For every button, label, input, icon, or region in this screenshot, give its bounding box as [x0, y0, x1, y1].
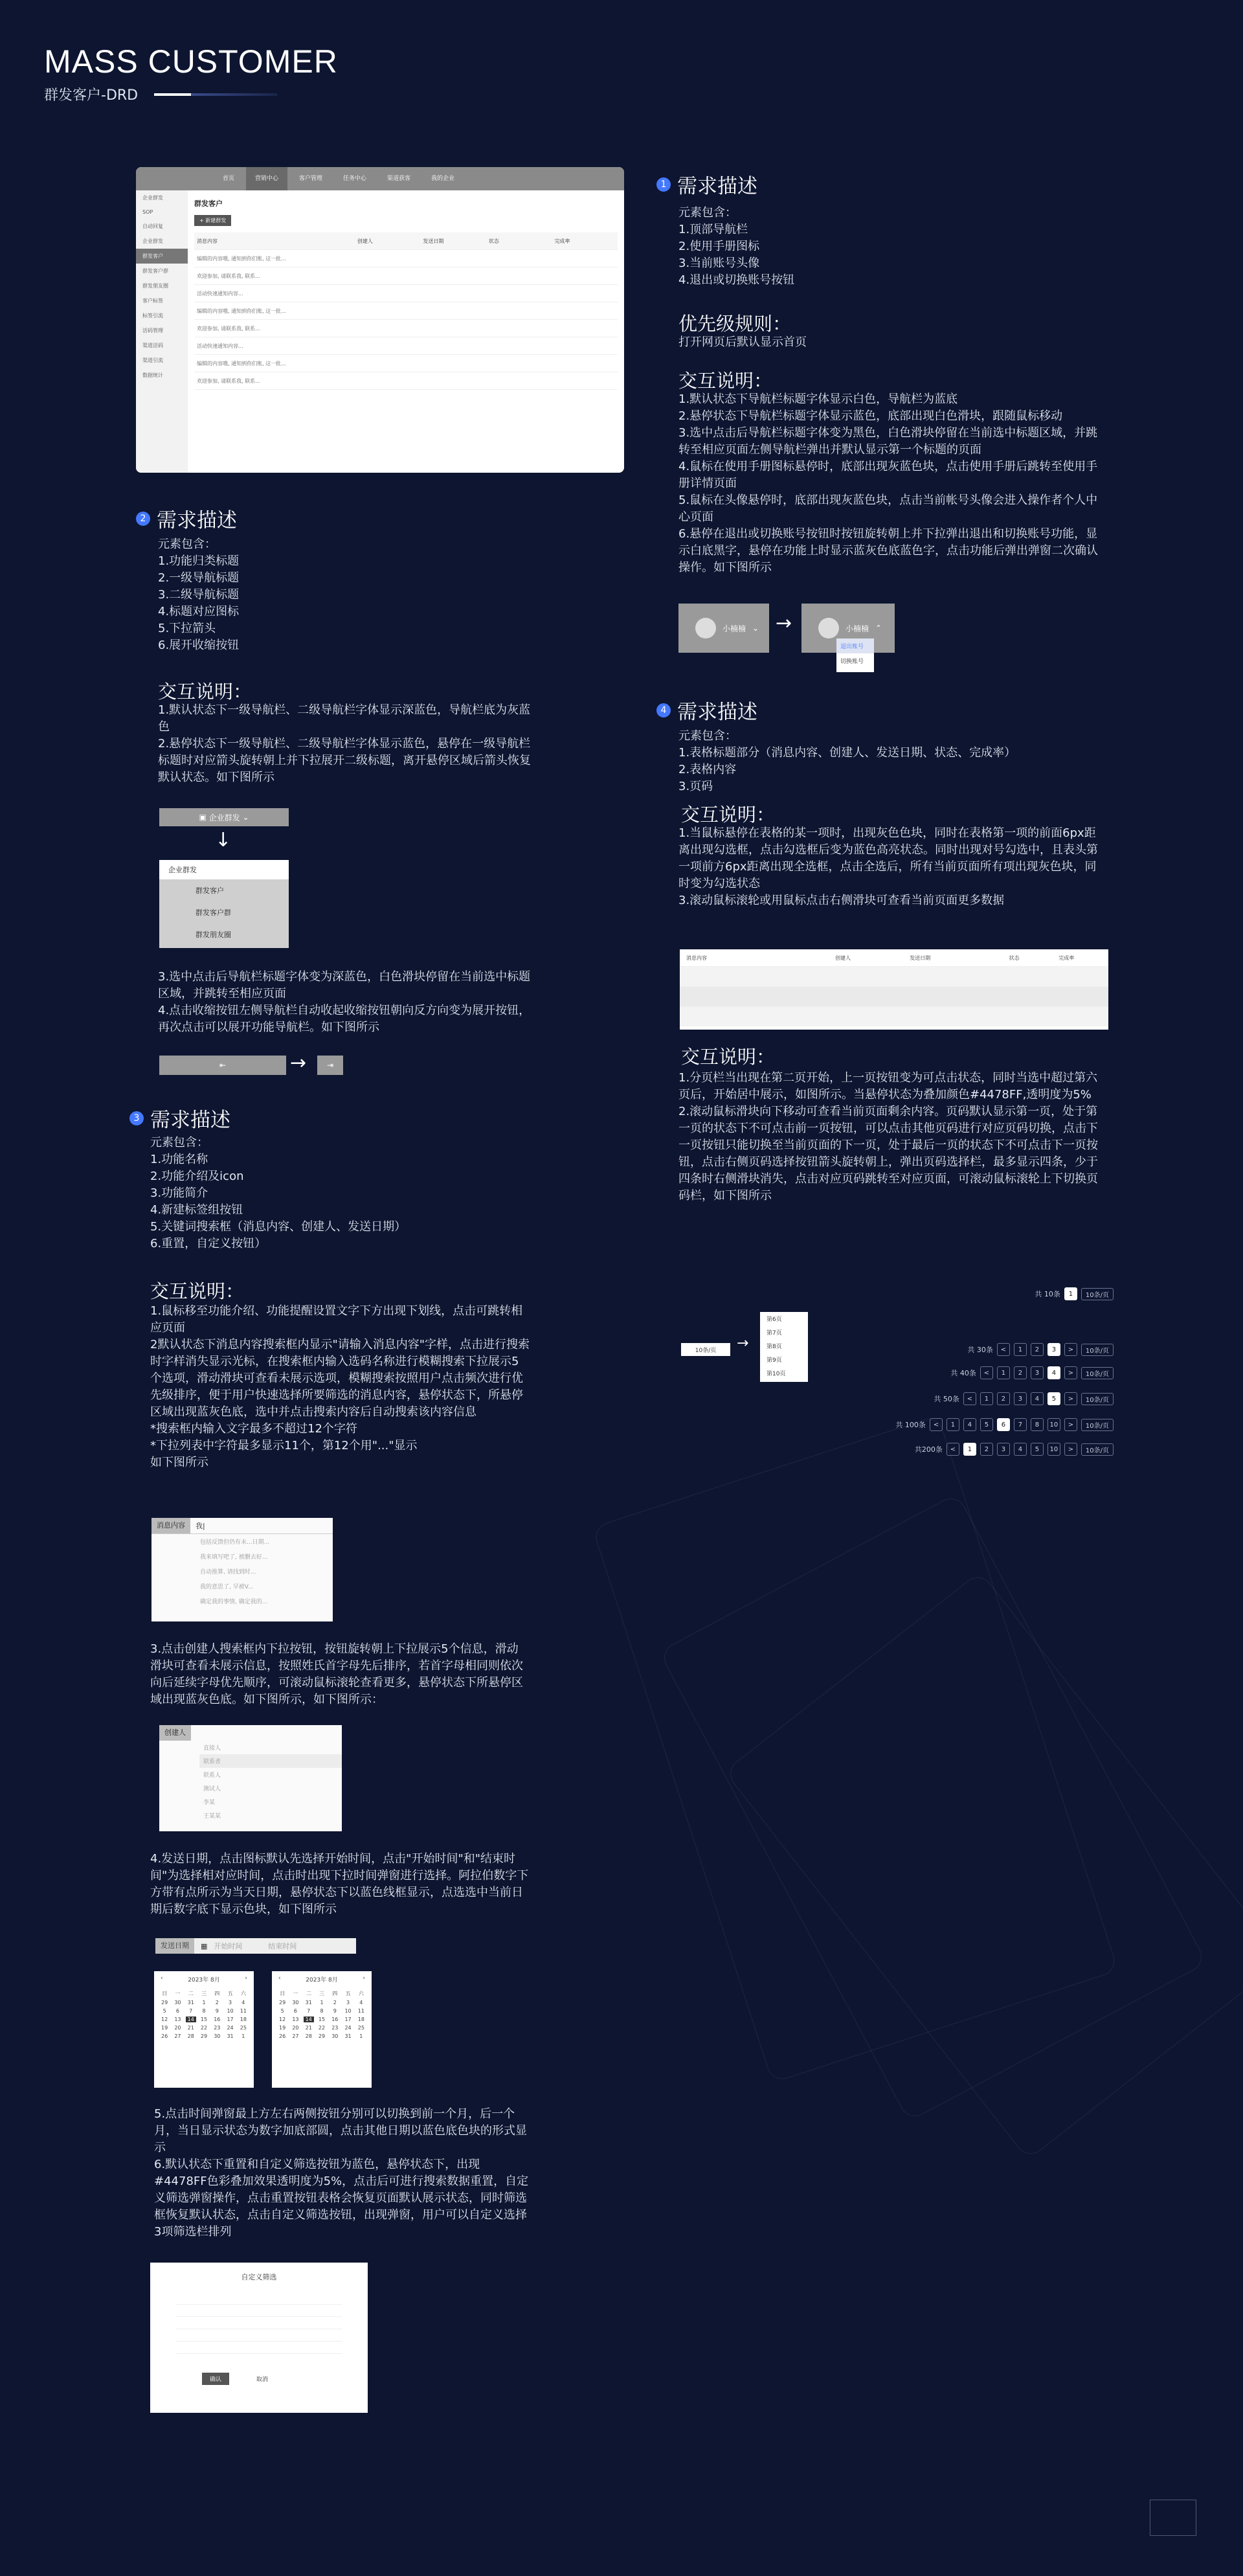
- table-row[interactable]: [680, 1006, 1108, 1026]
- weekday-label: 四: [332, 1991, 338, 1996]
- sidebar-item[interactable]: 自动回复: [142, 223, 163, 229]
- page-number[interactable]: 10: [1047, 1418, 1060, 1431]
- sec2-interact-more: 3.选中点击后导航栏标题字体变为深蓝色，白色滑块停留在当前选中标题区域，并跳转至相应页面 4.点击收缩按钮左侧导航栏自动收起收缩按钮朝向反方向变为展开按钮，再次点击可以展开功能导航栏。如下图所示: [158, 970, 531, 1034]
- next-page-button[interactable]: >: [1064, 1366, 1077, 1379]
- page-number[interactable]: 4: [963, 1418, 976, 1431]
- calendar-day[interactable]: 3: [346, 2000, 350, 2005]
- sec2-interact-title: 交互说明：: [158, 681, 252, 703]
- menu-title[interactable]: 企业群发: [159, 860, 289, 879]
- search-input[interactable]: 我|: [196, 1522, 205, 1530]
- prev-month-icon[interactable]: ‹: [161, 1975, 163, 1982]
- arrow-right-icon: →: [737, 1335, 749, 1351]
- creator-item[interactable]: 王某某: [203, 1813, 221, 1820]
- table-row[interactable]: 活动快速通知内容...: [194, 337, 618, 355]
- table-header: 消息内容 创建人 发送日期 状态 完成率: [686, 955, 1075, 961]
- sidebar-item[interactable]: 群发朋友圈: [142, 283, 168, 289]
- calendar-day[interactable]: 14: [304, 2017, 314, 2022]
- weekday-label: 六: [240, 1991, 246, 1996]
- account-hover[interactable]: 小楠楠 ⌃: [801, 604, 895, 653]
- section-number: 2: [136, 512, 150, 526]
- calendar-day[interactable]: 10: [344, 2008, 352, 2014]
- sec3-interact-title: 交互说明：: [150, 1280, 245, 1302]
- calendar-popup: [154, 1971, 254, 2088]
- calendar-day[interactable]: 29: [161, 2000, 168, 2005]
- pager: [895, 1418, 1114, 1431]
- pager-total: 共 40条: [950, 1369, 976, 1377]
- page-number[interactable]: 2: [1014, 1366, 1027, 1379]
- page-number[interactable]: 1: [1064, 1287, 1077, 1300]
- calendar-day[interactable]: 10: [227, 2008, 234, 2014]
- collapse-bar[interactable]: [159, 1056, 286, 1075]
- weekday-label: 四: [214, 1991, 220, 1996]
- calendar-popup: [272, 1971, 372, 2088]
- section-title: 需求描述: [150, 1109, 230, 1132]
- table-header: 消息内容 创建人 发送日期 状态 完成率: [194, 232, 618, 250]
- page-number[interactable]: 4: [1014, 1443, 1027, 1456]
- table-row[interactable]: 编辑的内容哦, 通知到你们账, 这一批...: [194, 302, 618, 320]
- menu-icon: ▣: [199, 813, 209, 822]
- pager: [934, 1392, 1114, 1405]
- calendar-day[interactable]: 31: [187, 2000, 194, 2005]
- calendar-day[interactable]: 6: [293, 2008, 297, 2014]
- sec3-interact-d: 5.点击时间弹窗最上方左右两侧按钮分别可以切换到前一个月，后一个月，当日显示状态为数字加底部圆，点击其他日期以蓝色底色块的形式显示 6.默认状态下重置和自定义筛选按钮为蓝色，悬停状态下，出现#4478FF色彩叠加效果透明度为5%，点击后可进行搜索数据重置，自定义筛选弹窗操作，点击重置按钮表格会恢复页面默认展示状态，同时筛选框恢复默认状态，点击自定义筛选按钮，出现弹窗，用户可以自定义选择3项筛选栏排列: [154, 2107, 529, 2239]
- priority-text: 打开网页后默认显示首页: [678, 335, 807, 349]
- page-size-select[interactable]: 10条/页: [1081, 1443, 1114, 1456]
- table-row[interactable]: 编辑的内容哦, 通知到你们账, 这一批...: [194, 355, 618, 372]
- end-time[interactable]: 结束时间: [268, 1942, 297, 1950]
- sidebar-item[interactable]: 活码管理: [142, 328, 163, 333]
- section-number: 1: [656, 177, 671, 192]
- start-time[interactable]: 开始时间: [214, 1942, 243, 1950]
- sec3-interact: 1.鼠标移至功能介绍、功能提醒设置文字下方出现下划线，点击可跳转相应页面 2默认状态下消息内容搜索框内显示"请输入消息内容"字样，点击进行搜索时字样消失显示光标，在搜索框内输入选码名称进行模糊搜索下拉展示5个选项，滑动滑块可查看未展示选项，模糊搜索按照用户点击频次进行优先级排序，便于用户快速选择所要筛选的消息内容，悬停状态下，所悬停区域出现蓝灰色底，选中并点击搜索内容后自动搜索该内容信息 *搜索框内输入文字最多不超过12个字符 *下拉列表中字符最多显示11个，第12个用"..."显示 如下图所示: [150, 1304, 530, 1469]
- sidebar-item[interactable]: 数据统计: [142, 372, 163, 378]
- sec3-interact-c: 4.发送日期，点击图标默认先选择开始时间，点击"开始时间"和"结束时间"为选择相对应时间，点击时出现下拉时间弹窗进行选择。阿拉伯数字下方带有点所示为当天日期，悬停状态下以蓝色线框显示，点选选中当前日期后数字底下显示色块，如下图所示: [150, 1852, 529, 1916]
- nav-home[interactable]: 首页: [223, 175, 235, 182]
- nav-tasks[interactable]: 任务中心: [343, 175, 367, 182]
- page-number[interactable]: 6: [997, 1418, 1010, 1431]
- next-month-icon[interactable]: ›: [363, 1975, 365, 1982]
- calendar-day[interactable]: 12: [279, 2017, 286, 2022]
- nav-enterprise[interactable]: 我的企业: [431, 175, 455, 182]
- weekday-label: 日: [280, 1991, 286, 1996]
- search-label: 消息内容: [151, 1518, 190, 1533]
- sidebar-item[interactable]: 客户标签: [142, 298, 163, 304]
- calendar-day[interactable]: 31: [305, 2000, 312, 2005]
- calendar-day[interactable]: 18: [357, 2017, 364, 2022]
- brand-underline: [154, 93, 277, 96]
- calendar-day[interactable]: 17: [344, 2017, 352, 2022]
- calendar-day[interactable]: 25: [240, 2025, 247, 2031]
- calendar-day[interactable]: 22: [200, 2025, 208, 2031]
- calendar-day[interactable]: 26: [279, 2033, 286, 2039]
- table-row[interactable]: 活动快速通知内容...: [194, 285, 618, 302]
- page-size-select[interactable]: 10条/页: [1081, 1419, 1114, 1431]
- suggest-item[interactable]: 我的意思了, 早被V...: [200, 1584, 254, 1590]
- calendar-day[interactable]: 16: [331, 2017, 339, 2022]
- avatar: [695, 618, 716, 638]
- popup-title: 自定义筛选: [241, 2273, 277, 2281]
- weekday-label: 二: [188, 1991, 194, 1996]
- prev-month-icon[interactable]: ‹: [278, 1975, 281, 1982]
- calendar-day[interactable]: 4: [359, 2000, 363, 2005]
- chevron-up-icon: ⌃: [875, 624, 882, 633]
- sec4-interact: 1.当鼠标悬停在表格的某一项时，出现灰色色块，同时在表格第一项的前面6px距离出现勾选框，点击勾选框后变为蓝色高亮状态。同时出现对号勾选中，且表头第一项前方6px距离出现全选框，点击全选后，所有当前页面所有项出现灰色块，同时变为勾选状态 3.滚动鼠标滚轮或用鼠标点击右侧滑块可查看当前页面更多数据: [678, 826, 1098, 907]
- next-page-button[interactable]: >: [1064, 1343, 1077, 1356]
- calendar-day[interactable]: 29: [200, 2033, 208, 2039]
- calendar-day[interactable]: 27: [292, 2033, 299, 2039]
- page-number[interactable]: 3: [1047, 1343, 1060, 1356]
- sec4-interact-title: 交互说明：: [681, 804, 776, 826]
- section-title: 需求描述: [677, 701, 757, 724]
- calendar-day[interactable]: 28: [305, 2033, 312, 2039]
- creator-item[interactable]: 测试人: [203, 1786, 221, 1792]
- calendar-day[interactable]: 9: [215, 2008, 219, 2014]
- calendar-day[interactable]: 7: [307, 2008, 311, 2014]
- calendar-day[interactable]: 21: [187, 2025, 194, 2031]
- pager-total: 共 30条: [967, 1346, 993, 1354]
- cancel-button[interactable]: 取消: [256, 2377, 269, 2383]
- table-sample: [680, 949, 1108, 1030]
- section-title: 需求描述: [677, 175, 757, 198]
- corner-logo: [1150, 2500, 1196, 2536]
- prev-page-button[interactable]: <: [946, 1443, 959, 1456]
- page-number[interactable]: 4: [1047, 1366, 1060, 1379]
- sidebar: [136, 190, 188, 473]
- page-option[interactable]: 第7页: [767, 1330, 782, 1337]
- page-number[interactable]: 2: [980, 1443, 993, 1456]
- page-number[interactable]: 3: [1014, 1392, 1027, 1405]
- calendar-day[interactable]: 1: [202, 2000, 206, 2005]
- chevron-down-icon: ⌄: [752, 624, 759, 633]
- calendar-day[interactable]: 22: [318, 2025, 326, 2031]
- pager-total: 共 50条: [934, 1395, 959, 1403]
- calendar-day[interactable]: 5: [280, 2008, 284, 2014]
- sec2-elements: 元素包含： 1.功能归类标题 2.一级导航标题 3.二级导航标题 4.标题对应图标 5.下拉箭头 6.展开收缩按钮: [158, 537, 240, 652]
- pager-total: 共 10条: [1035, 1290, 1060, 1298]
- page-number[interactable]: 3: [997, 1443, 1010, 1456]
- sidebar-item[interactable]: 群发客户群: [142, 268, 168, 274]
- prev-page-button[interactable]: <: [997, 1343, 1010, 1356]
- top-navbar: [136, 167, 624, 190]
- submenu-item[interactable]: 群发客户: [196, 887, 224, 895]
- calendar-day[interactable]: 12: [161, 2017, 168, 2022]
- arrow-down-icon: ↓: [215, 829, 232, 852]
- date-label: 发送日期: [155, 1938, 194, 1954]
- calendar-day[interactable]: 30: [174, 2000, 181, 2005]
- page-number[interactable]: 5: [980, 1418, 993, 1431]
- calendar-day[interactable]: 23: [331, 2025, 339, 2031]
- calendar-day[interactable]: 4: [241, 2000, 245, 2005]
- nav-customers[interactable]: 客户管理: [299, 175, 323, 182]
- sec4-elements: 元素包含： 1.表格标题部分（消息内容、创建人、发送日期、状态、完成率） 2.表格内容 3.页码: [678, 729, 1016, 793]
- prev-page-button[interactable]: <: [980, 1366, 993, 1379]
- calendar-day[interactable]: 20: [292, 2025, 299, 2031]
- sec1-interact-title: 交互说明：: [678, 370, 773, 392]
- calendar-day[interactable]: 29: [279, 2000, 286, 2005]
- page-number[interactable]: 1: [963, 1443, 976, 1456]
- weekday-label: 一: [175, 1991, 181, 1996]
- calendar-day[interactable]: 11: [240, 2008, 247, 2014]
- sidebar-item[interactable]: 企业群发: [142, 195, 163, 201]
- calendar-grid: [272, 1987, 372, 2042]
- weekday-label: 五: [345, 1991, 351, 1996]
- next-page-button[interactable]: >: [1064, 1418, 1077, 1431]
- menu-expanded: [159, 860, 289, 948]
- calendar-day[interactable]: 8: [202, 2008, 206, 2014]
- page-number[interactable]: 2: [997, 1392, 1010, 1405]
- calendar-day[interactable]: 30: [214, 2033, 221, 2039]
- calendar-day[interactable]: 26: [161, 2033, 168, 2039]
- weekday-label: 一: [293, 1991, 298, 1996]
- section-3-header: [129, 1103, 230, 1133]
- creator-item[interactable]: 李某: [203, 1800, 216, 1806]
- expand-bar[interactable]: [317, 1056, 343, 1075]
- page-option[interactable]: 第8页: [767, 1344, 782, 1350]
- page-number[interactable]: 5: [1031, 1443, 1044, 1456]
- calendar-day[interactable]: 28: [187, 2033, 194, 2039]
- menu-collapsed[interactable]: ▣ 企业群发 ⌄: [159, 808, 289, 826]
- sec4-interact2: 1.分页栏当出现在第二页开始，上一页按钮变为可点击状态，同时当选中超过第六页后，开始居中展示，如图所示。当悬停状态为叠加颜色#4478FF,透明度为5% 2.滚动鼠标滑块向下移动可查看当前页面剩余内容。页码默认显示第一页，处于第一页的状态下不可点击前一页按钮，可以点击其他页码进行对应页码切换，点击下一页按钮只能切换至当前页面的下一页，处于最后一页的状态下不可点击下一页按钮，点击右侧页码选择按钮箭头旋转朝上，弹出页码选择栏，最多显示四条，少于四条时右侧滑块消失，点击对应页码跳转至对应页面，可滚动鼠标滚轮上下切换页码栏，如下图所示: [678, 1071, 1098, 1203]
- sidebar-item-active[interactable]: 群发客户: [136, 249, 188, 264]
- page-number[interactable]: 1: [946, 1418, 959, 1431]
- sec4-interact2-title: 交互说明：: [681, 1046, 776, 1068]
- suggest-item[interactable]: 自动推算, 请找到时...: [200, 1569, 256, 1576]
- sec2-interact: 1.默认状态下一级导航栏、二级导航栏字体显示深蓝色，导航栏底为灰蓝色 2.悬停状态下一级导航栏、二级导航栏字体显示蓝色，悬停在一级导航栏标题时对应箭头旋转朝上并下拉展开二级标题，离开悬停区域后箭头恢复默认状态。如下图所示: [158, 703, 531, 784]
- page-options: [760, 1312, 808, 1382]
- creator-item[interactable]: 联系人: [203, 1772, 221, 1779]
- calendar-day[interactable]: 29: [318, 2033, 326, 2039]
- calendar-day[interactable]: 18: [240, 2017, 247, 2022]
- arrow-right-icon: →: [290, 1052, 307, 1074]
- calendar-month: 2023年 8月: [188, 1977, 220, 1983]
- menu-item-switch[interactable]: 切换账号: [840, 659, 864, 665]
- table-row[interactable]: 欢迎参加, 请联系我, 联系...: [194, 267, 618, 285]
- brand-subtitle: 群发客户-DRD: [44, 87, 139, 104]
- table-row[interactable]: 编辑的内容哦, 通知到你们账, 这一批...: [194, 250, 618, 267]
- page-number[interactable]: 4: [1031, 1392, 1044, 1405]
- priority-title: 优先级规则：: [678, 313, 792, 335]
- sec1-elements: 元素包含： 1.顶部导航栏 2.使用手册图标 3.当前账号头像 4.退出或切换账号按钮: [678, 206, 795, 287]
- calendar-day[interactable]: 17: [227, 2017, 234, 2022]
- creator-label: 创建人: [159, 1725, 191, 1741]
- calendar-day[interactable]: 31: [227, 2033, 234, 2039]
- page-option[interactable]: 第9页: [767, 1357, 782, 1364]
- page-option[interactable]: 第10页: [767, 1371, 786, 1377]
- weekday-label: 六: [358, 1991, 364, 1996]
- suggest-item[interactable]: 包括反馈但仍有未...日期...: [200, 1539, 270, 1546]
- custom-filter-popup: [150, 2263, 368, 2413]
- calendar-day[interactable]: 25: [357, 2025, 364, 2031]
- weekday-label: 三: [201, 1991, 207, 1996]
- weekday-label: 五: [227, 1991, 233, 1996]
- calendar-day[interactable]: 19: [279, 2025, 286, 2031]
- nav-channels[interactable]: 渠道获客: [387, 175, 411, 182]
- calendar-day[interactable]: 20: [174, 2025, 181, 2031]
- calendar-day[interactable]: 13: [174, 2017, 181, 2022]
- submenu-item[interactable]: 群发客户群: [196, 909, 231, 917]
- sidebar-item[interactable]: 企业群发: [142, 238, 163, 244]
- calendar-day[interactable]: 1: [241, 2033, 245, 2039]
- calendar-day[interactable]: 2: [333, 2000, 337, 2005]
- calendar-day[interactable]: 16: [214, 2017, 221, 2022]
- sidebar-item[interactable]: SOP: [142, 209, 153, 215]
- next-month-icon[interactable]: ›: [245, 1975, 247, 1982]
- weekday-label: 日: [162, 1991, 168, 1996]
- chevron-down-icon: ⌄: [240, 813, 249, 822]
- pager: [967, 1343, 1114, 1356]
- page-number[interactable]: 1: [997, 1366, 1010, 1379]
- page-number[interactable]: 8: [1031, 1418, 1044, 1431]
- calendar-day[interactable]: 2: [215, 2000, 219, 2005]
- calendar-day[interactable]: 7: [189, 2008, 193, 2014]
- page-number[interactable]: 5: [1047, 1392, 1060, 1405]
- calendar-day[interactable]: 24: [227, 2025, 234, 2031]
- sidebar-item[interactable]: 渠道活码: [142, 343, 163, 348]
- page-number[interactable]: 2: [1031, 1343, 1044, 1356]
- sec1-interact: 1.默认状态下导航栏标题字体显示白色，导航栏为蓝底 2.悬停状态下导航栏标题字体显示蓝色，底部出现白色滑块，跟随鼠标移动 3.选中点击后导航栏标题字体变为黑色，白色滑块停留在当前选中标题区域，并跳转至相应页面左侧导航栏弹出并默认显示第一个标题的页面 4.鼠标在使用手册图标悬停时，底部出现灰蓝色块，点击使用手册后跳转至使用手册详情页面 5.鼠标在头像悬停时，底部出现灰蓝色块，点击当前帐号头像会进入操作者个人中心页面 6.悬停在退出或切换账号按钮时按钮旋转朝上并下拉弹出退出和切换账号功能，显示白底黑字，悬停在功能上时显示蓝灰色底蓝色字，点击功能后弹出弹窗二次确认操作。如下图所示: [678, 392, 1098, 574]
- page-size-select[interactable]: 10条/页: [1081, 1393, 1114, 1405]
- weekday-label: 三: [319, 1991, 324, 1996]
- brand-title: MASS CUSTOMER: [44, 43, 338, 80]
- section-4-header: [656, 695, 757, 725]
- table-row[interactable]: [680, 986, 1108, 1006]
- weekday-label: 二: [306, 1991, 311, 1996]
- pager-total: 共 100条: [895, 1421, 926, 1429]
- suggest-item[interactable]: 确定我的事情, 确定我的...: [200, 1599, 268, 1605]
- new-campaign-button[interactable]: + 新建群发: [194, 215, 231, 226]
- calendar-icon: ▦: [201, 1941, 208, 1950]
- menu-item-logout[interactable]: 退出账号: [836, 638, 874, 653]
- avatar: [818, 618, 839, 638]
- section-number: 4: [656, 703, 671, 717]
- calendar-day[interactable]: 19: [161, 2025, 168, 2031]
- pager-total: 共200条: [914, 1445, 943, 1454]
- page-number[interactable]: 7: [1014, 1418, 1027, 1431]
- calendar-day[interactable]: 5: [162, 2008, 166, 2014]
- calendar-day[interactable]: 30: [331, 2033, 339, 2039]
- sidebar-item[interactable]: 标签引流: [142, 313, 163, 319]
- prev-page-button[interactable]: <: [963, 1392, 976, 1405]
- section-1-header: [656, 170, 757, 199]
- calendar-day[interactable]: 24: [344, 2025, 352, 2031]
- nav-marketing[interactable]: 营销中心: [246, 167, 287, 190]
- sidebar-item[interactable]: 渠道引流: [142, 357, 163, 363]
- calendar-day[interactable]: 13: [292, 2017, 299, 2022]
- confirm-button[interactable]: 确认: [202, 2373, 229, 2385]
- expand-icon: ⇥: [326, 1061, 334, 1070]
- account-menu: [836, 638, 874, 672]
- collapse-icon: ⇤: [219, 1061, 227, 1070]
- account-default[interactable]: 小楠楠 ⌄: [678, 604, 769, 653]
- calendar-month: 2023年 8月: [306, 1977, 338, 1983]
- creator-dropdown: [159, 1725, 342, 1831]
- prev-page-button[interactable]: <: [930, 1418, 943, 1431]
- calendar-day[interactable]: 31: [344, 2033, 352, 2039]
- page-number[interactable]: 1: [980, 1392, 993, 1405]
- calendar-day[interactable]: 15: [200, 2017, 208, 2022]
- page-size-select[interactable]: 10条/页: [1081, 1344, 1114, 1356]
- page-size-select[interactable]: 10条/页: [681, 1343, 730, 1356]
- table-row[interactable]: 欢迎参加, 请联系我, 联系...: [194, 372, 618, 390]
- calendar-day[interactable]: 9: [333, 2008, 337, 2014]
- page-number[interactable]: 1: [1014, 1343, 1027, 1356]
- pager: [1035, 1287, 1114, 1300]
- suggest-item[interactable]: 我来填写吧了, 被删去好...: [200, 1554, 268, 1561]
- table-row[interactable]: 欢迎参加, 请联系我, 联系...: [194, 320, 618, 337]
- section-2-header: [136, 504, 237, 533]
- sec3-elements: 元素包含： 1.功能名称 2.功能介绍及icon 3.功能简介 4.新建标签组按钮 5.关键词搜索框（消息内容、创建人、发送日期） 6.重置，自定义按钮）: [150, 1136, 407, 1250]
- pager: [950, 1366, 1114, 1379]
- calendar-day[interactable]: 30: [292, 2000, 299, 2005]
- table-row[interactable]: [680, 966, 1108, 986]
- main-content: [194, 198, 618, 466]
- calendar-grid: [154, 1987, 254, 2042]
- search-sample: [151, 1518, 333, 1621]
- arrow-right-icon: →: [776, 612, 792, 635]
- calendar-day[interactable]: 11: [357, 2008, 364, 2014]
- sec3-interact-b: 3.点击创建人搜索框内下拉按钮，按钮旋转朝上下拉展示5个信息，滑动滑块可查看未展示信息，按照姓氏首字母先后排序，若首字母相同则依次向后延续字母优先顺序，可滚动鼠标滚轮查看更多，悬停状态下所悬停区域出现蓝灰色底。如下图所示，如下图所示：: [150, 1642, 523, 1706]
- calendar-day[interactable]: 21: [305, 2025, 312, 2031]
- calendar-day[interactable]: 8: [320, 2008, 324, 2014]
- calendar-day[interactable]: 3: [229, 2000, 232, 2005]
- page-size-select[interactable]: 10条/页: [1081, 1288, 1114, 1300]
- calendar-day[interactable]: 14: [186, 2017, 196, 2022]
- calendar-day[interactable]: 6: [175, 2008, 179, 2014]
- calendar-day[interactable]: 23: [214, 2025, 221, 2031]
- creator-item[interactable]: 联系者: [199, 1754, 342, 1768]
- app-screenshot: [136, 167, 624, 473]
- section-number: 3: [129, 1111, 144, 1125]
- page-option[interactable]: 第6页: [767, 1316, 782, 1323]
- page-title: 群发客户: [194, 199, 223, 208]
- page-number[interactable]: 10: [1047, 1443, 1060, 1456]
- next-page-button[interactable]: >: [1064, 1392, 1077, 1405]
- next-page-button[interactable]: >: [1064, 1443, 1077, 1456]
- page-number[interactable]: 3: [1031, 1366, 1044, 1379]
- pager: [915, 1443, 1114, 1456]
- calendar-day[interactable]: 1: [359, 2033, 363, 2039]
- date-range-input[interactable]: [155, 1938, 356, 1954]
- calendar-day[interactable]: 15: [318, 2017, 326, 2022]
- section-title: 需求描述: [157, 509, 237, 532]
- filter-options[interactable]: [176, 2292, 342, 2362]
- page-size-select[interactable]: 10条/页: [1081, 1367, 1114, 1379]
- submenu-item[interactable]: 群发朋友圈: [196, 931, 231, 939]
- creator-item[interactable]: 直接人: [203, 1745, 221, 1752]
- calendar-day[interactable]: 27: [174, 2033, 181, 2039]
- calendar-day[interactable]: 1: [320, 2000, 324, 2005]
